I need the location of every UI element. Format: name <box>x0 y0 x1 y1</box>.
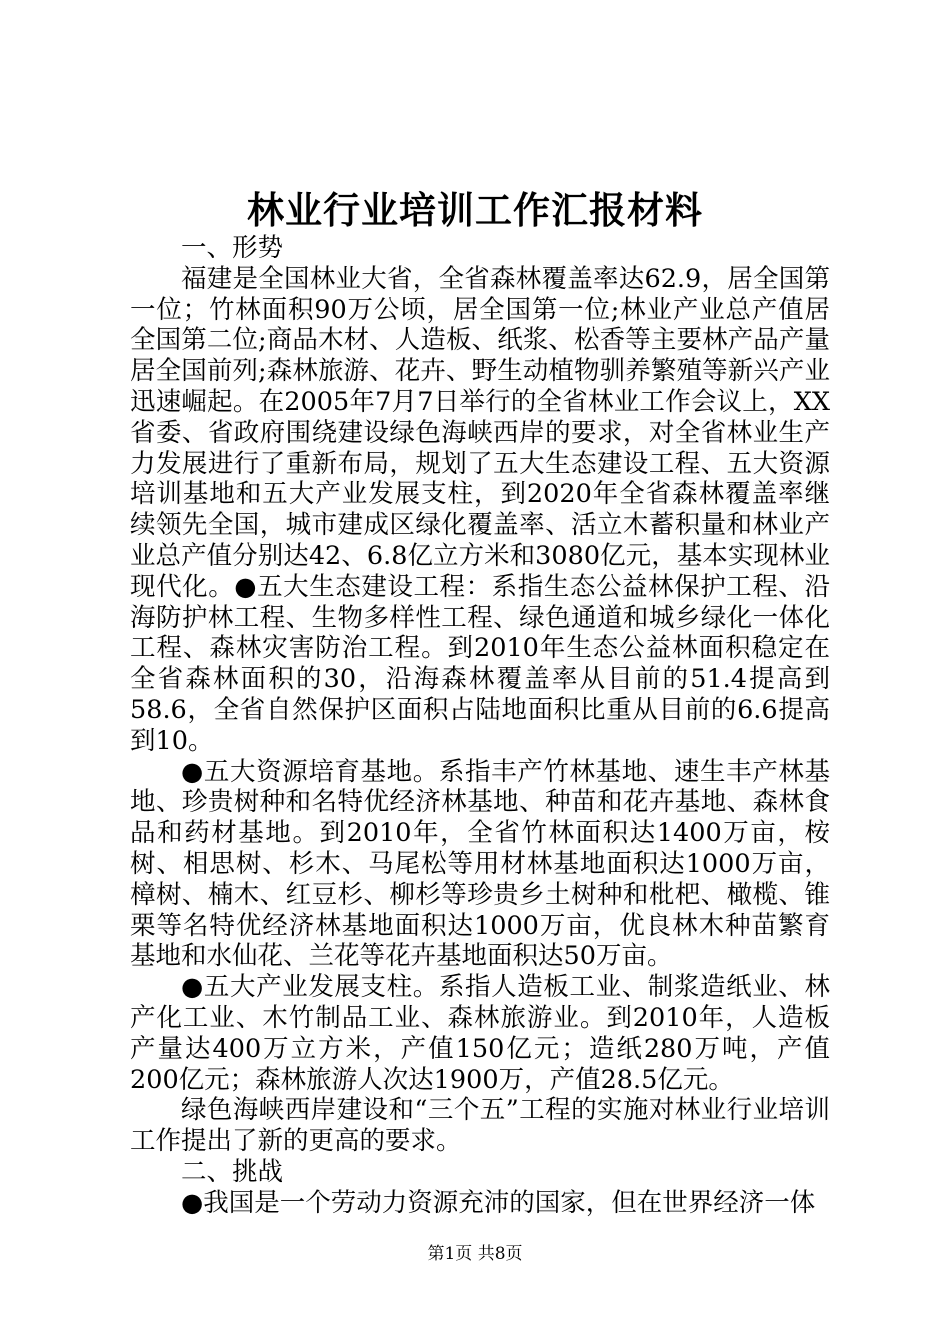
section-heading-situation: 一、形势 <box>181 233 284 263</box>
paragraph-five-resource-bases: ●五大资源培育基地。系指丰产竹林基地、速生丰产林基地、珍贵树种和名特优经济林基地、种苗和花卉基地、森林食品和药材基地。到2010年，全省竹林面积达1400万亩，桉树、相思树、杉木、马尾松等用材林基地面积达1000万亩，樟树、楠木、红豆杉、柳杉等珍贵乡土树种和枇杷、橄榄、锥栗等名特优经济林基地面积达1000万亩，优良林木种苗繁育基地和水仙花、兰花等花卉基地面积达50万亩。 <box>130 756 830 972</box>
paragraph-labor-resources: ●我国是一个劳动力资源充沛的国家，但在世界经济一体 <box>181 1187 816 1218</box>
section-heading-challenges: 二、挑战 <box>181 1156 284 1187</box>
paragraph-fujian-overview: 福建是全国林业大省，全省森林覆盖率达62.9，居全国第一位；竹林面积90万公顷，居全国第一位;林业产业总产值居全国第二位;商品木材、人造板、纸浆、松香等主要林产品产量居全国前列;森林旅游、花卉、野生动植物驯养繁殖等新兴产业迅速崛起。在2005年7月7日举行的全省林业工作会议上，XX省委、省政府围绕建设绿色海峡西岸的要求，对全省林业生产力发展进行了重新布局，规划了五大生态建设工程、五大资源培训基地和五大产业发展支柱，到2020年全省森林覆盖率继续领先全国，城市建成区绿化覆盖率、活立木蓄积量和林业产业总产值分别达42、6.8亿立方米和3080亿元，基本实现林业现代化。●五大生态建设工程：系指生态公益林保护工程、沿海防护林工程、生物多样性工程、绿色通道和城乡绿化一体化工程、森林灾害防治工程。到2010年生态公益林面积稳定在全省森林面积的30，沿海森林覆盖率从目前的51.4提高到58.6，全省自然保护区面积占陆地面积比重从目前的6.6提高到10。 <box>130 263 830 756</box>
paragraph-five-industry-pillars: ●五大产业发展支柱。系指人造板工业、制浆造纸业、林产化工业、木竹制品工业、森林旅游业。到2010年，人造板产量达400万立方米，产值150亿元；造纸280万吨，产值200亿元；森林旅游人次达1900万，产值28.5亿元。 <box>130 972 830 1095</box>
paragraph-new-requirements: 绿色海峡西岸建设和“三个五”工程的实施对林业行业培训工作提出了新的更高的要求。 <box>130 1095 830 1157</box>
page-footer: 第1页 共8页 <box>427 1244 523 1264</box>
document-title: 林业行业培训工作汇报材料 <box>247 188 703 232</box>
document-body <box>130 233 830 1219</box>
